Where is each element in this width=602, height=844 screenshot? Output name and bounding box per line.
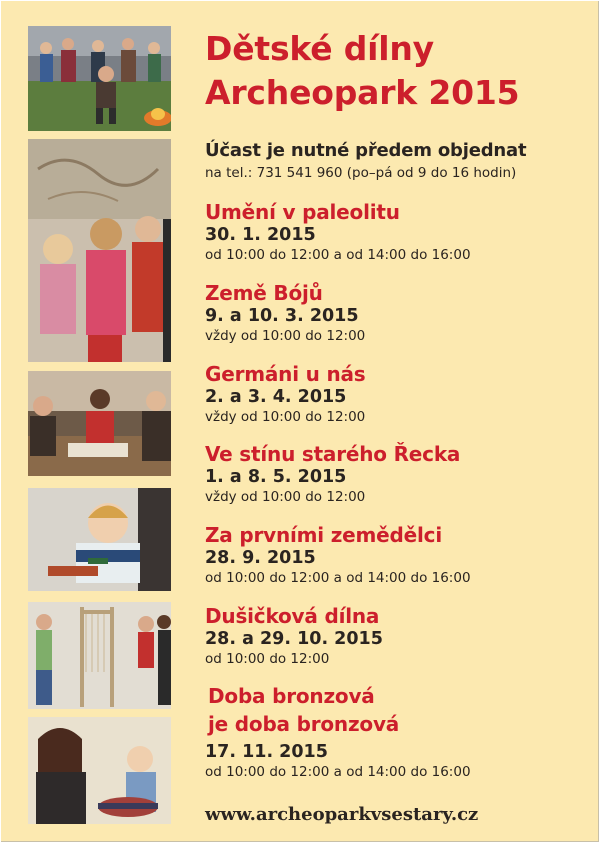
photo-boy-crafting	[28, 488, 171, 591]
event-item	[205, 604, 383, 668]
event-name: Germáni u nás	[205, 362, 366, 386]
event-item	[205, 684, 471, 781]
event-item	[205, 362, 365, 426]
title-line-2: Archeopark 2015	[205, 73, 520, 112]
event-name-line-2: je doba bronzová	[208, 712, 400, 736]
event-time: od 10:00 do 12:00 a od 14:00 do 16:00	[205, 570, 471, 586]
event-time: vždy od 10:00 do 12:00	[205, 489, 366, 505]
website-url: www.archeoparkvsestary.cz	[205, 804, 479, 825]
event-name: Dušičková dílna	[205, 604, 380, 628]
event-date: 28. 9. 2015	[205, 548, 316, 568]
event-item	[205, 442, 460, 506]
event-name: Umění v paleolitu	[205, 200, 400, 224]
event-time: od 10:00 do 12:00	[205, 651, 330, 667]
photo-children-campfire	[28, 26, 171, 131]
event-name: Země Bójů	[205, 281, 323, 305]
poster	[1, 1, 599, 842]
event-time: od 10:00 do 12:00 a od 14:00 do 16:00	[205, 764, 471, 780]
photo-children-cave-art	[28, 139, 171, 362]
event-name: Ve stínu starého Řecka	[205, 442, 461, 466]
event-item	[205, 281, 365, 345]
event-date: 2. a 3. 4. 2015	[205, 387, 347, 407]
event-date: 9. a 10. 3. 2015	[205, 306, 359, 326]
event-time: vždy od 10:00 do 12:00	[205, 328, 366, 344]
event-date: 28. a 29. 10. 2015	[205, 629, 383, 649]
event-date: 17. 11. 2015	[205, 742, 328, 762]
booking-heading: Účast je nutné předem objednat	[205, 140, 527, 161]
booking-contact: na tel.: 731 541 960 (po–pá od 9 do 16 hodin)	[205, 165, 517, 181]
event-date: 1. a 8. 5. 2015	[205, 467, 347, 487]
event-date: 30. 1. 2015	[205, 225, 316, 245]
event-name-line-1: Doba bronzová	[208, 684, 375, 708]
event-item	[205, 523, 471, 587]
event-time: vždy od 10:00 do 12:00	[205, 409, 366, 425]
event-name: Za prvními zemědělci	[205, 523, 442, 547]
title-line-1: Dětské dílny	[205, 29, 434, 68]
photo-workshop-table	[28, 371, 171, 476]
poster-title	[205, 27, 519, 115]
event-time: od 10:00 do 12:00 a od 14:00 do 16:00	[205, 247, 471, 263]
photo-girl-and-boy-crafting	[28, 717, 171, 824]
photo-loom-weaving	[28, 602, 171, 709]
event-item	[205, 200, 471, 264]
